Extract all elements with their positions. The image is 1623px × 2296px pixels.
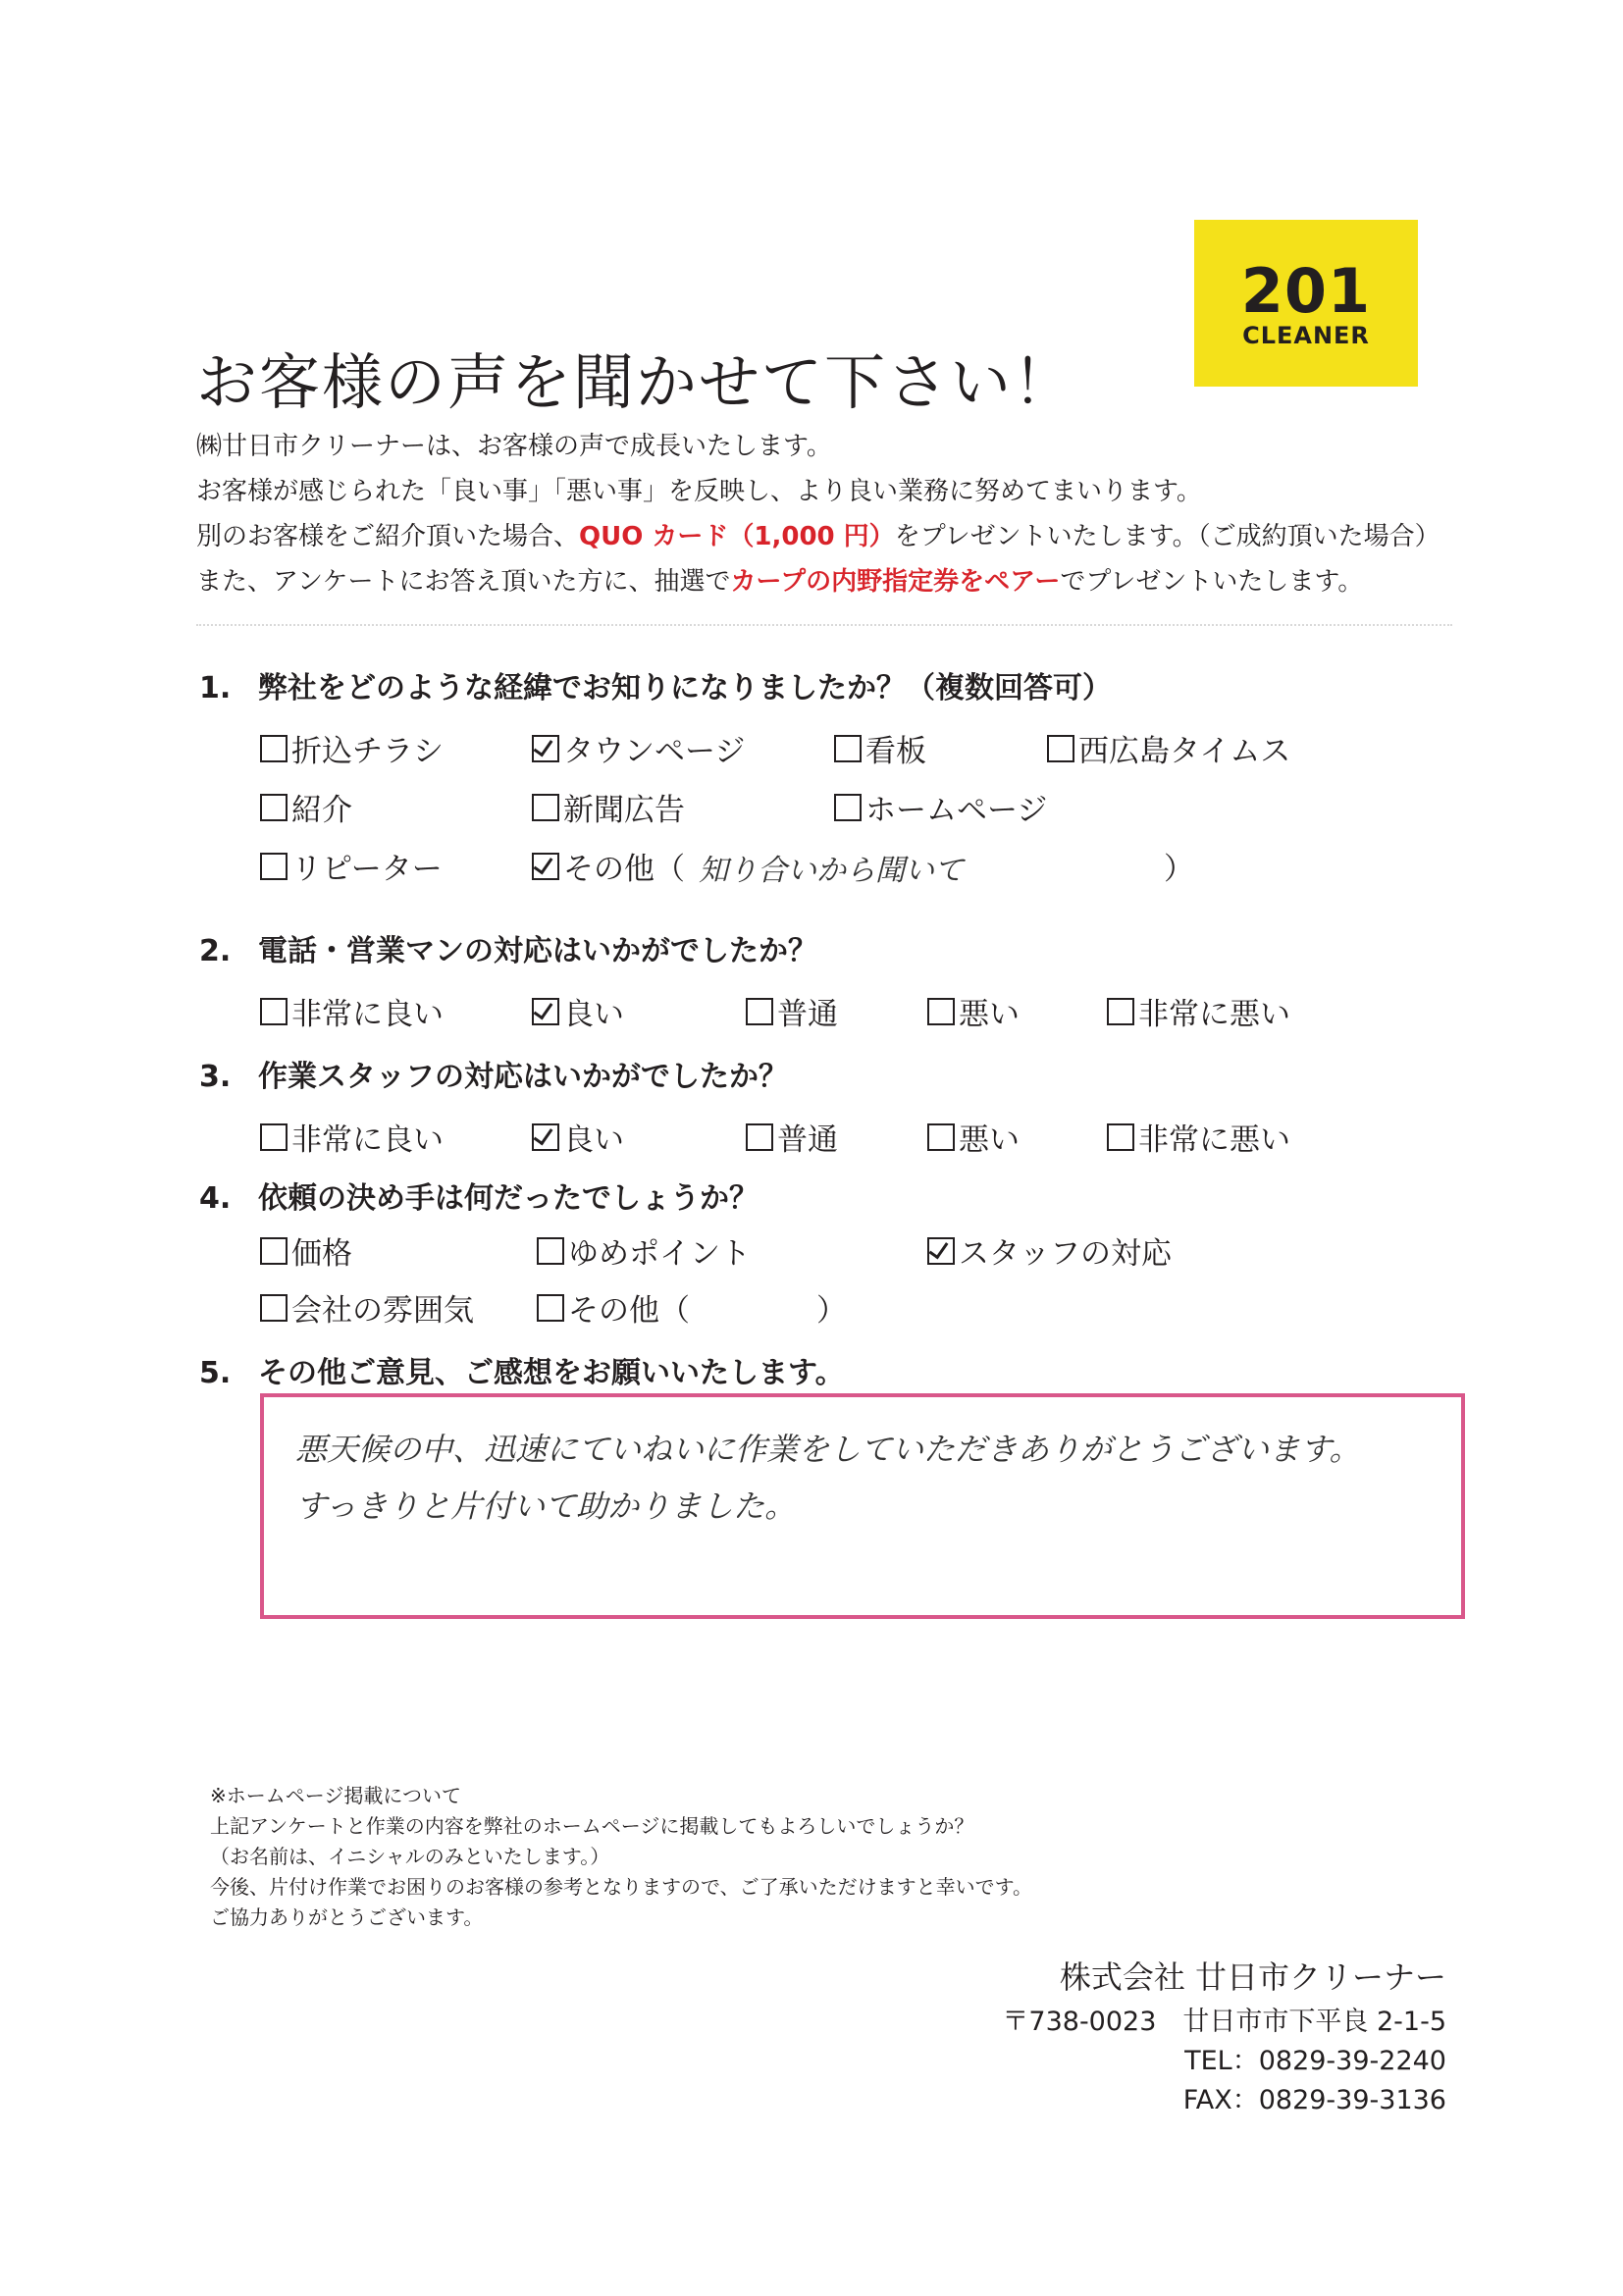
q2-option-good[interactable] (532, 989, 624, 1033)
checkbox-checked-icon[interactable] (532, 735, 559, 762)
option-label: 非常に悪い (1138, 997, 1290, 1032)
option-label: 良い (563, 997, 624, 1032)
q3-option-normal[interactable] (746, 1115, 838, 1159)
q1-close-paren: ） (1164, 852, 1194, 887)
q4-option-other[interactable] (537, 1285, 690, 1330)
notice-line-5: ご協力ありがとうございます。 (210, 1905, 484, 1929)
checkbox-icon[interactable] (260, 853, 288, 880)
option-label: タウンページ (563, 734, 746, 769)
q1-option-signboard[interactable] (834, 726, 926, 770)
question-1-number: 1. (199, 671, 232, 705)
question-5-text: その他ご意見、ご感想をお願いいたします。 (258, 1356, 845, 1390)
option-label: ゆめポイント (568, 1236, 751, 1272)
option-label: 紹介 (291, 793, 352, 828)
option-label: 良い (563, 1122, 624, 1158)
q1-option-newspaper[interactable] (532, 785, 685, 829)
checkbox-icon[interactable] (260, 1237, 288, 1265)
question-2 (199, 926, 817, 969)
notice-line-3: （お名前は、イニシャルのみといたします。） (210, 1845, 610, 1868)
q2-option-very-bad[interactable] (1107, 989, 1290, 1033)
checkbox-icon[interactable] (1107, 1123, 1134, 1151)
checkbox-icon[interactable] (1047, 735, 1074, 762)
question-4 (199, 1174, 759, 1217)
q3-option-very-bad[interactable] (1107, 1115, 1290, 1159)
option-label: 折込チラシ (291, 734, 444, 769)
checkbox-icon[interactable] (746, 998, 773, 1025)
option-label: 会社の雰囲気 (291, 1293, 474, 1329)
q1-option-flyer[interactable] (260, 726, 444, 770)
divider (196, 624, 1452, 626)
intro-line-3 (196, 514, 1440, 559)
checkbox-icon[interactable] (1107, 998, 1134, 1025)
intro-text (196, 424, 1440, 604)
homepage-notice (210, 1781, 1032, 1933)
carp-ticket-highlight: カープの内野指定券をペアー (730, 567, 1061, 597)
company-tel: TEL：0829-39-2240 (1184, 2046, 1446, 2076)
option-label: 新聞広告 (563, 793, 685, 828)
q1-option-other[interactable] (532, 844, 685, 888)
logo-subtitle: CLEANER (1242, 322, 1370, 349)
notice-line-4: 今後、片付け作業でお困りのお客様の参考となりますので、ご了承いただけますと幸いです。 (210, 1875, 1032, 1899)
option-label: 悪い (959, 1122, 1020, 1158)
notice-line-1: ※ホームページ掲載について (210, 1784, 461, 1807)
company-fax: FAX：0829-39-3136 (1182, 2085, 1446, 2115)
option-label: その他（ (563, 852, 685, 887)
q2-option-normal[interactable] (746, 989, 838, 1033)
q4-option-atmosphere[interactable] (260, 1285, 474, 1330)
q4-option-price[interactable] (260, 1228, 352, 1273)
question-5-number: 5. (199, 1356, 232, 1390)
question-1 (199, 663, 1112, 706)
notice-line-2: 上記アンケートと作業の内容を弊社のホームページに掲載してもよろしいでしょうか？ (210, 1814, 974, 1838)
option-label: 看板 (865, 734, 926, 769)
option-label: スタッフの対応 (959, 1236, 1172, 1272)
question-3 (199, 1052, 788, 1095)
option-label: 価格 (291, 1236, 352, 1272)
q4-option-staff[interactable] (927, 1228, 1172, 1273)
q1-option-nishihiroshima-times[interactable] (1047, 726, 1290, 770)
intro-line-4-end: でプレゼントいたします。 (1060, 567, 1364, 597)
q2-option-bad[interactable] (927, 989, 1020, 1033)
company-name: 株式会社 廿日市クリーナー (1059, 1958, 1446, 1996)
company-logo (1194, 220, 1418, 387)
checkbox-icon[interactable] (927, 998, 955, 1025)
intro-line-3-start: 別のお客様をご紹介頂いた場合、 (196, 522, 580, 551)
checkbox-icon[interactable] (834, 735, 862, 762)
intro-line-2: お客様が感じられた「良い事」「悪い事」を反映し、より良い業務に努めてまいります。 (196, 477, 1202, 506)
question-5 (199, 1348, 845, 1391)
question-2-number: 2. (199, 934, 232, 968)
question-4-number: 4. (199, 1181, 232, 1216)
q3-option-very-good[interactable] (260, 1115, 444, 1159)
comment-line-2: すっきりと片付いて助かりました。 (295, 1487, 797, 1525)
comment-line-1: 悪天候の中、迅速にていねいに作業をしていただきありがとうございます。 (295, 1431, 1361, 1468)
checkbox-checked-icon[interactable] (927, 1237, 955, 1265)
q3-option-bad[interactable] (927, 1115, 1020, 1159)
q4-option-yume-point[interactable] (537, 1228, 751, 1273)
comment-box[interactable] (260, 1393, 1465, 1619)
intro-line-3-end: をプレゼントいたします。（ご成約頂いた場合） (894, 522, 1440, 551)
option-label: リピーター (291, 852, 443, 887)
checkbox-icon[interactable] (537, 1294, 564, 1322)
checkbox-checked-icon[interactable] (532, 998, 559, 1025)
checkbox-checked-icon[interactable] (532, 853, 559, 880)
logo-number: 201 (1240, 255, 1372, 327)
checkbox-icon[interactable] (260, 735, 288, 762)
question-2-text: 電話・営業マンの対応はいかがでしたか？ (258, 934, 817, 968)
checkbox-icon[interactable] (260, 794, 288, 821)
option-label: 非常に悪い (1138, 1122, 1290, 1158)
q4-close-paren: ） (816, 1293, 847, 1329)
q1-option-homepage[interactable] (834, 785, 1047, 829)
question-3-number: 3. (199, 1060, 232, 1094)
q1-other-handwritten[interactable]: 知り合いから聞いて (699, 854, 964, 888)
option-label: その他（ (568, 1293, 690, 1329)
option-label: 非常に良い (291, 997, 444, 1032)
intro-line-4-start: また、アンケートにお答え頂いた方に、抽選で (196, 567, 731, 597)
checkbox-icon[interactable] (834, 794, 862, 821)
checkbox-icon[interactable] (532, 794, 559, 821)
q1-option-repeater[interactable] (260, 844, 443, 888)
quo-card-highlight: QUO カード（1,000 円） (579, 522, 895, 551)
q2-option-very-good[interactable] (260, 989, 444, 1033)
question-1-text: 弊社をどのような経緯でお知りになりましたか？（複数回答可） (258, 671, 1112, 705)
intro-line-1: ㈱廿日市クリーナーは、お客様の声で成長いたします。 (196, 432, 832, 461)
question-4-text: 依頼の決め手は何だったでしょうか？ (258, 1181, 759, 1216)
checkbox-icon[interactable] (260, 1123, 288, 1151)
option-label: 非常に良い (291, 1122, 444, 1158)
company-address: 〒738-0023 廿日市市下平良 2-1-5 (1002, 2007, 1446, 2037)
checkbox-icon[interactable] (537, 1237, 564, 1265)
q1-option-referral[interactable] (260, 785, 352, 829)
q1-option-townpage[interactable] (532, 726, 745, 770)
option-label: 悪い (959, 997, 1020, 1032)
checkbox-checked-icon[interactable] (532, 1123, 559, 1151)
option-label: 西広島タイムス (1078, 734, 1291, 769)
checkbox-icon[interactable] (746, 1123, 773, 1151)
checkbox-icon[interactable] (260, 998, 288, 1025)
question-3-text: 作業スタッフの対応はいかがでしたか？ (258, 1060, 788, 1094)
page-title: お客様の声を聞かせて下さい！ (196, 346, 1076, 418)
option-label: 普通 (777, 997, 838, 1032)
option-label: ホームページ (865, 793, 1048, 828)
option-label: 普通 (777, 1122, 838, 1158)
q3-option-good[interactable] (532, 1115, 624, 1159)
checkbox-icon[interactable] (260, 1294, 288, 1322)
intro-line-4 (196, 559, 1440, 604)
checkbox-icon[interactable] (927, 1123, 955, 1151)
